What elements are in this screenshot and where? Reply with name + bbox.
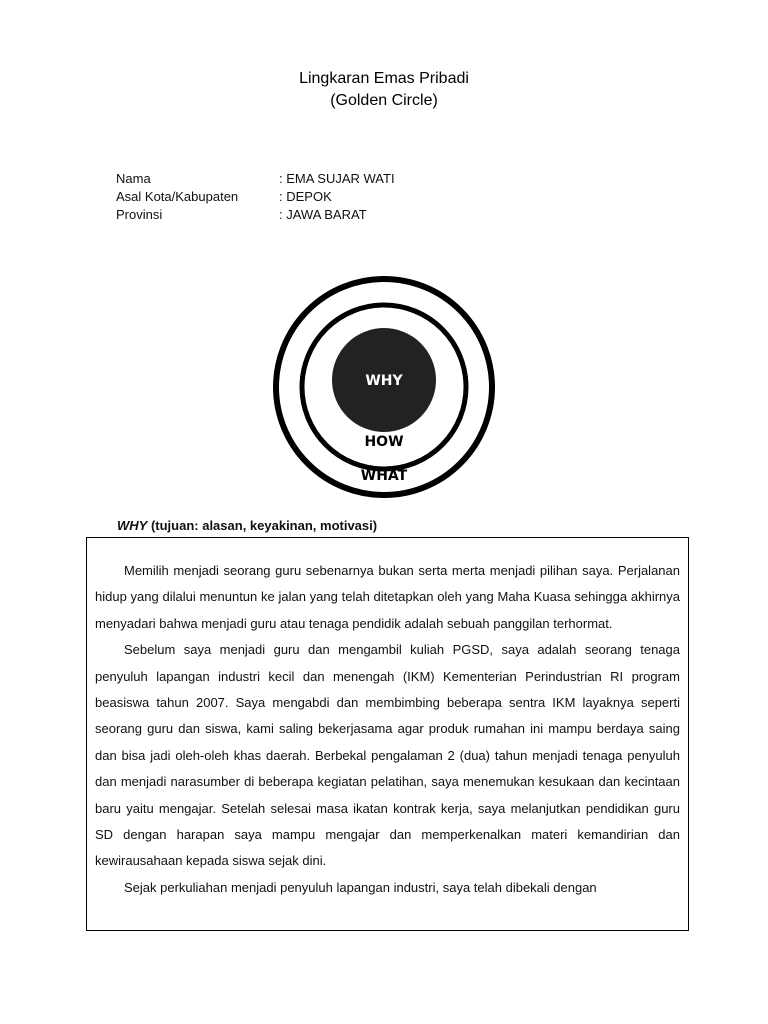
info-value: : EMA SUJAR WATI (279, 171, 395, 186)
paragraph: Memilih menjadi seorang guru sebenarnya bukan serta merta menjadi pilihan saya. Perjalanan hidup yang dilalui menuntun ke jalan yang telah ditetapkan oleh yang Maha Kuasa sehingga akhirnya menyadari bahwa menjadi guru atau tenaga pendidik adalah sebuah panggilan terhormat. (95, 563, 680, 631)
paragraph: Sebelum saya menjadi guru dan mengambil kuliah PGSD, saya adalah seorang tenaga penyuluh lapangan industri kecil dan menengah (IKM) Kementerian Perindustrian RI program beasiswa tahun 2007. Saya mengabdi dan membimbing beberapa sentra IKM layaknya seperti seorang guru dan siswa, kami saling bekerjasama agar produk rumahan ini mampu berdaya saing dan bisa jadi oleh-oleh khas daerah. Berbekal pengalaman 2 (dua) tahun menjadi tenaga penyuluh dan menjadi narasumber di beberapa kegiatan pelatihan, saya menemukan kesukaan dan kecintaan baru yaitu mengajar. Setelah selesai masa ikatan kontrak kerja, saya melanjutkan pendidikan guru SD dengan harapan saya mampu mengajar dan memperkenalkan materi kemandirian dan kewirausahaan kepada siswa sejak dini. (95, 642, 680, 869)
info-value: : JAWA BARAT (279, 207, 367, 222)
info-row-provinsi (116, 206, 395, 224)
what-label: WHAT (360, 468, 408, 484)
why-heading (117, 518, 377, 533)
golden-circle-diagram (272, 275, 496, 499)
how-label: HOW (364, 434, 404, 450)
identity-info (116, 170, 395, 224)
why-text-box (86, 537, 689, 931)
why-label: WHY (365, 373, 403, 389)
info-value: : DEPOK (279, 189, 332, 204)
paragraph: Sejak perkuliahan menjadi penyuluh lapangan industri, saya telah dibekali dengan (124, 879, 597, 895)
info-row-nama (116, 170, 395, 188)
page-title: Lingkaran Emas Pribadi (299, 70, 469, 87)
info-label: Nama (116, 171, 151, 186)
why-heading-keyword: WHY (117, 518, 148, 533)
info-label: Asal Kota/Kabupaten (116, 189, 239, 204)
info-row-kota (116, 188, 395, 206)
page-subtitle: (Golden Circle) (330, 92, 438, 109)
why-heading-text: (tujuan: alasan, keyakinan, motivasi) (147, 518, 378, 533)
info-label: Provinsi (116, 207, 163, 222)
